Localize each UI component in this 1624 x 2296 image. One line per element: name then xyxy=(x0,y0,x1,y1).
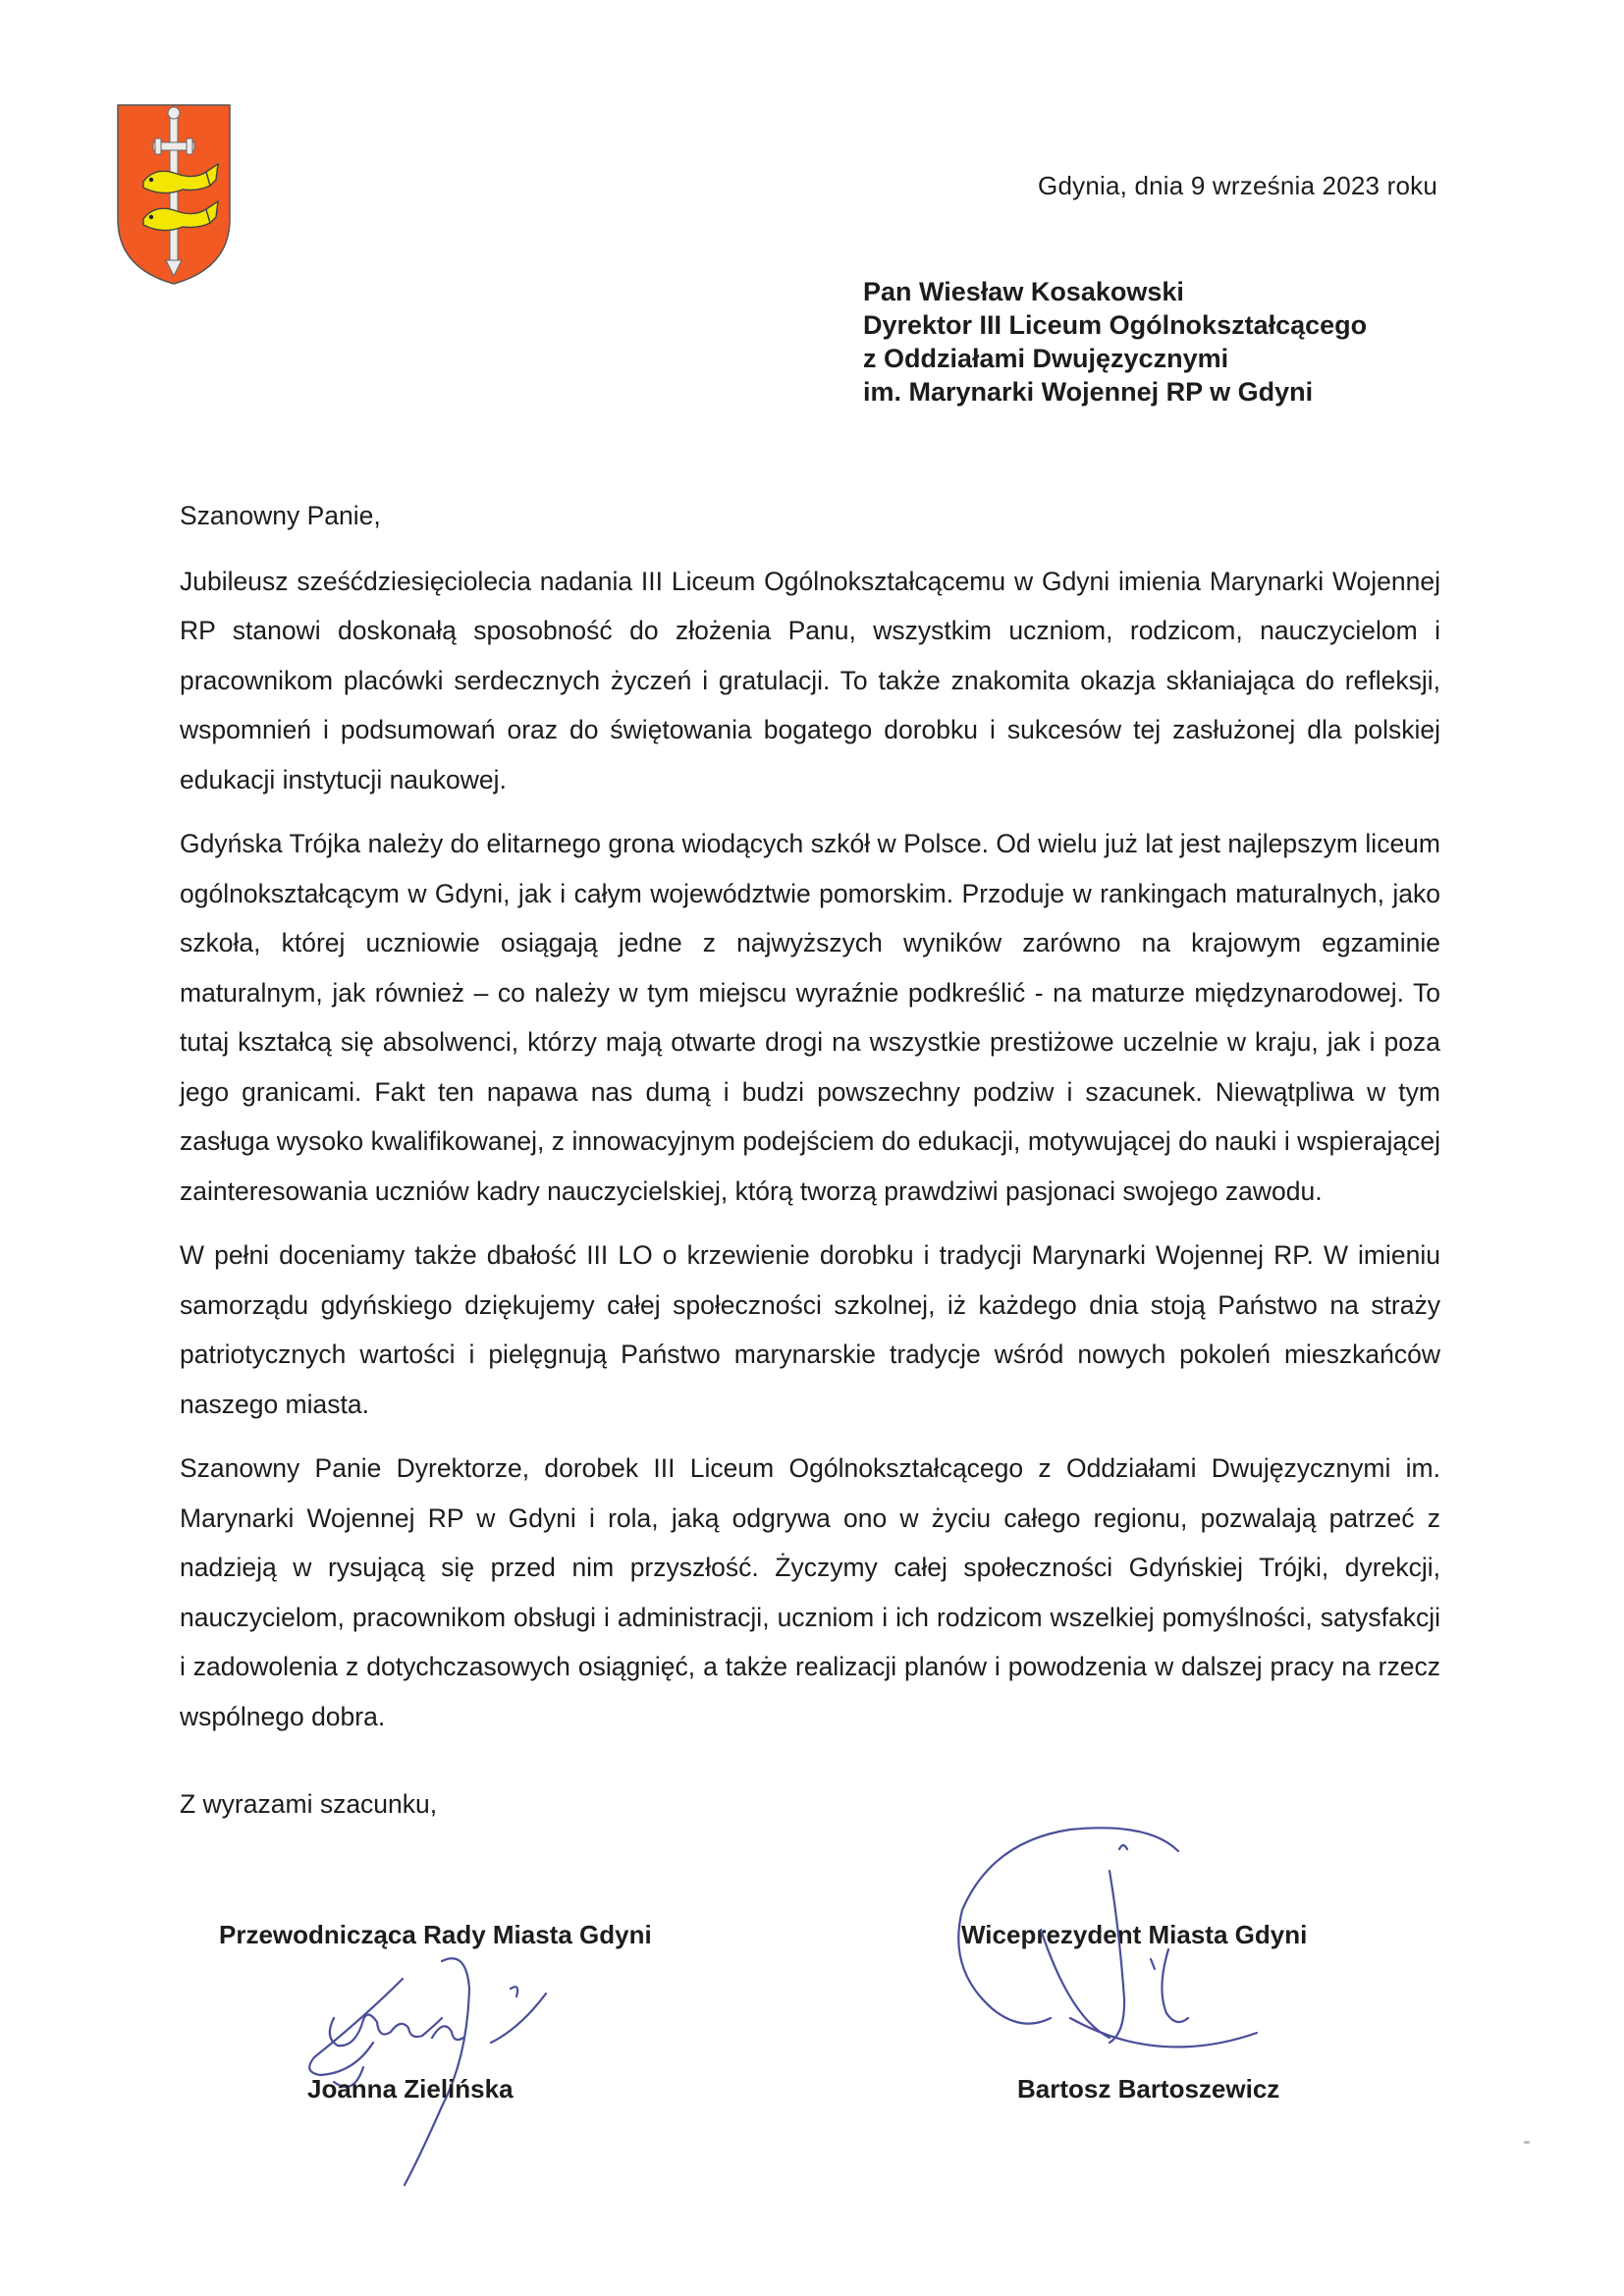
paragraph-3: W pełni doceniamy także dbałość III LO o krzewienie dorobku i tradycji Marynarki Wojennej RP. W imieniu samorządu gdyńskiego dziękujemy całej społeczności szkolnej, iż każdego dnia stoją Państwo na straży patriotycznych wartości i pielęgnują Państwo marynarskie tradycje wśród nowych pokoleń mieszkańców naszego miasta. xyxy=(180,1240,1440,1419)
council-chair-name: Joanna Zielińska xyxy=(307,2074,514,2104)
deputy-mayor-name: Bartosz Bartoszewicz xyxy=(1017,2074,1280,2104)
recipient-position: Dyrektor III Liceum Ogólnokształcącego xyxy=(863,310,1368,340)
closing-phrase: Z wyrazami szacunku, xyxy=(180,1789,438,1819)
salutation: Szanowny Panie, xyxy=(180,501,381,530)
scan-speck xyxy=(1524,2141,1530,2144)
recipient-name: Pan Wiesław Kosakowski xyxy=(863,277,1184,306)
gdynia-coat-of-arms-icon xyxy=(116,103,232,286)
paragraph-2: Gdyńska Trójka należy do elitarnego grona wiodących szkół w Polsce. Od wielu już lat jest najlepszym liceum ogólnokształcącym w Gdyni, jak i całym województwie pomorskim. Przoduje w rankingach maturalnych, jako szkoła, której uczniowie osiągają jedne z najwyższych wyników zarówno na krajowym egzaminie maturalnym, jak również – co należy w tym miejscu wyraźnie podkreślić - na maturze międzynarodowej. To tutaj kształcą się absolwenci, którzy mają otwarte drogi na wszystkie prestiżowe uczelnie w kraju, jak i poza jego granicami. Fakt ten napawa nas dumą i budzi powszechny podziw i szacunek. Niewątpliwa w tym zasługa wysoko kwalifikowanej, z innowacyjnym podejściem do edukacji, motywującej do nauki i wspierającej zainteresowania uczniów kadry nauczycielskiej, którą tworzą prawdziwi pasjonaci swojego zawodu. xyxy=(180,829,1440,1206)
letter-body xyxy=(180,491,1440,1756)
recipient-school-line: z Oddziałami Dwujęzycznymi xyxy=(863,344,1229,373)
paragraph-4: Szanowny Panie Dyrektorze, dorobek III Liceum Ogólnokształcącego z Oddziałami Dwujęzycznymi im. Marynarki Wojennej RP w Gdyni i rola, jaką odgrywa ono w życiu całego regionu, pozwalają patrzeć z nadzieją w rysującą się przed nim przyszłość. Życzymy całej społeczności Gdyńskiej Trójki, dyrekcji, nauczycielom, pracownikom obsługi i administracji, uczniom i ich rodzicom wszelkiej pomyślności, satysfakcji i zadowolenia z dotychczasowych osiągnięć, a także realizacji planów i powodzenia w dalszej pracy na rzecz wspólnego dobra. xyxy=(180,1453,1440,1731)
handwritten-signature-joanna xyxy=(295,1949,619,2195)
paragraph-1: Jubileusz sześćdziesięciolecia nadania III Liceum Ogólnokształcącemu w Gdyni imienia Marynarki Wojennej RP stanowi doskonałą sposobność do złożenia Panu, wszystkim uczniom, rodzicom, nauczycielom i pracownikom placówki serdecznych życzeń i gratulacji. To także znakomita okazja skłaniająca do refleksji, wspomnień i podsumowań oraz do świętowania bogatego dorobku i sukcesów tej zasłużonej dla polskiej edukacji instytucji naukowej. xyxy=(180,566,1440,794)
date-line: Gdynia, dnia 9 września 2023 roku xyxy=(1038,171,1437,200)
deputy-mayor-title: Wiceprezydent Miasta Gdyni xyxy=(961,1920,1308,1949)
council-chair-title: Przewodnicząca Rady Miasta Gdyni xyxy=(219,1920,652,1949)
recipient-school-patron: im. Marynarki Wojennej RP w Gdyni xyxy=(863,377,1314,407)
recipient-address xyxy=(863,275,1367,409)
